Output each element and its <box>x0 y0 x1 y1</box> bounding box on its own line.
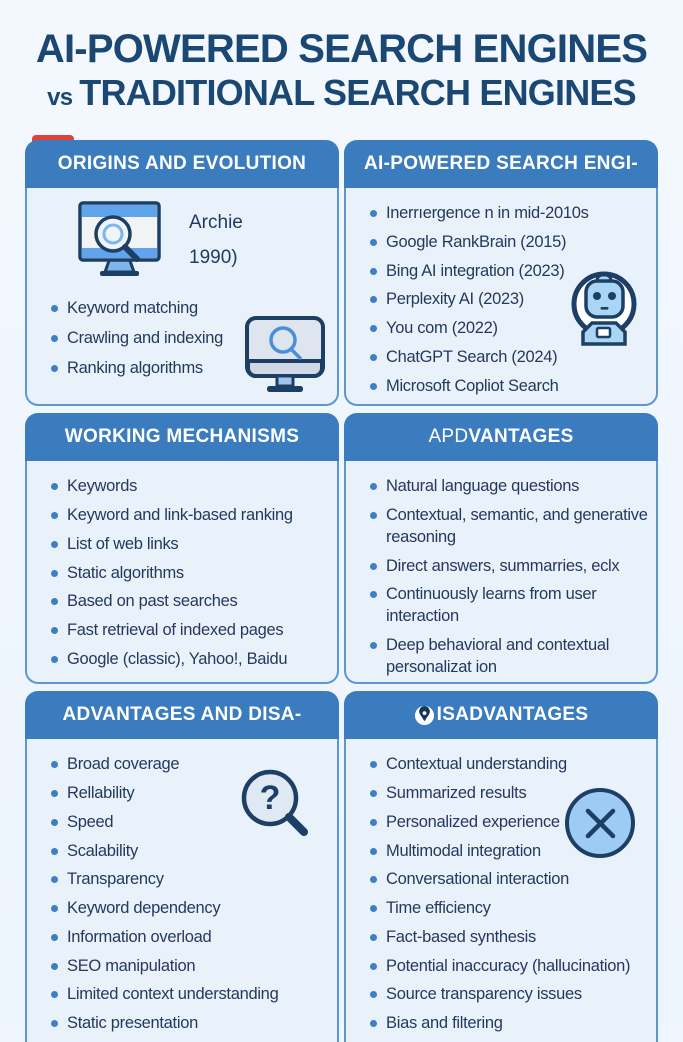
list-item: Deep behavioral and contextual personalizat ion <box>369 635 648 679</box>
list-item: Broad coverage <box>50 754 329 776</box>
list-item: Rellability <box>50 783 329 805</box>
list-item: Information overload <box>50 927 329 949</box>
panel-ai-powered-engines <box>344 140 658 406</box>
panel-body-advantages-disa <box>25 739 339 1042</box>
monitor-search-icon <box>241 314 329 399</box>
robot-icon <box>564 268 644 355</box>
panel-header-ai-engines: AI-POWERED SEARCH ENGI- <box>344 140 658 188</box>
list-item: Fact-based synthesis <box>369 927 648 949</box>
list-item: Microsoft Copliot Search <box>369 376 648 398</box>
list-item: Google (classic), Yahoo!, Baidu <box>50 649 329 671</box>
title-line2 <box>0 71 683 114</box>
panel-header-disadvantages <box>344 691 658 739</box>
list-item: Keyword dependency <box>50 898 329 920</box>
header-advantages-prefix: APD <box>428 426 469 448</box>
list-item: Potential inaccuracy (hallucination) <box>369 956 648 978</box>
panel-header-advantages-disa: ADVANTAGES AND DISA- <box>25 691 339 739</box>
list-item: Based on past searches <box>50 591 329 613</box>
question-magnifier-icon <box>233 763 321 856</box>
list-item: You com (2022) <box>369 318 648 340</box>
panel-body-ai-engines <box>344 188 658 406</box>
list-item: Continuously learns from user interaction <box>369 584 648 628</box>
list-item: Perplexity AI (2023) <box>369 289 648 311</box>
list-item: Contextual understanding <box>369 754 648 776</box>
list-item: Keyword matching <box>50 298 329 320</box>
panel-working-mechanisms <box>25 413 339 684</box>
header-disadvantages-text: ISADVANTAGES <box>436 704 589 726</box>
list-item: Transparency <box>50 869 329 891</box>
svg-text:?: ? <box>259 779 281 818</box>
origins-caption-line1: Archie <box>189 212 243 234</box>
section-advantages-disadvantages <box>25 691 658 1042</box>
panel-origins-evolution <box>25 140 339 406</box>
list-item: Direct answers, summarries, eclx <box>369 556 648 578</box>
panel-body-working-mechanisms <box>25 461 339 684</box>
panel-advantages-and-disa <box>25 691 339 1042</box>
pin-icon <box>414 705 435 726</box>
list-item: Static presentation <box>50 1013 329 1035</box>
page-title <box>0 0 683 114</box>
panel-body-advantages <box>344 461 658 684</box>
list-item: Scalability <box>50 841 329 863</box>
panel-header-working-mechanisms: WORKING MECHANISMS <box>25 413 339 461</box>
list-item: Source transparency issues <box>369 984 648 1006</box>
list-item: Multimodal integration <box>369 841 648 863</box>
panel-header-advantages <box>344 413 658 461</box>
title-line1: AI-POWERED SEARCH ENGINES <box>35 27 648 71</box>
panel-body-disadvantages <box>344 739 658 1042</box>
list-item: Ranking algorithms <box>50 358 329 380</box>
list-item: Personalized experience <box>369 812 648 834</box>
origins-caption-line2: 1990) <box>189 246 238 268</box>
list-item: Keywords <box>50 476 329 498</box>
list-item: List of web links <box>50 534 329 556</box>
list-item: Time efficiency <box>369 898 648 920</box>
x-circle-icon <box>562 785 638 866</box>
list-item: Fast retrieval of indexed pages <box>50 620 329 642</box>
list-item: ChatGPT Search (2024) <box>369 347 648 369</box>
list-item: Crawling and indexing <box>50 328 329 350</box>
list-item: Contextual, semantic, and generative reasoning <box>369 505 648 549</box>
list-item: Speed <box>50 812 329 834</box>
header-advantages-bold: VANTAGES <box>468 426 574 448</box>
panel-advantages <box>344 413 658 684</box>
list-item: Static algorithms <box>50 563 329 585</box>
list-item: Natural language questions <box>369 476 648 498</box>
title-line2-text: TRADITIONAL SEARCH ENGINES <box>79 72 636 113</box>
list-item: Bing AI integration (2023) <box>369 261 648 283</box>
list-item: Summarized results <box>369 783 648 805</box>
section-mechanisms-advantages <box>25 413 658 684</box>
advantages-bullet-list <box>346 461 656 678</box>
comparison-grid <box>25 140 658 1033</box>
disadvantages-bullet-list <box>346 739 656 1035</box>
list-item: Google RankBrain (2015) <box>369 232 648 254</box>
title-vs: vs <box>47 84 73 111</box>
list-item: Bias and filtering <box>369 1013 648 1035</box>
panel-header-origins: ORIGINS AND EVOLUTION <box>25 140 339 188</box>
panel-disadvantages <box>344 691 658 1042</box>
origins-caption <box>189 206 243 274</box>
list-item: Conversational interaction <box>369 869 648 891</box>
section-origins <box>25 140 658 406</box>
monitor-magnifier-icon <box>71 198 167 283</box>
panel-body-origins <box>25 188 339 406</box>
origins-illustration-row <box>71 198 337 283</box>
list-item: Keyword and link-based ranking <box>50 505 329 527</box>
working-mechanisms-bullet-list <box>27 461 337 670</box>
list-item: Limited context understanding <box>50 984 329 1006</box>
list-item: Inerrıergence n in mid-2010s <box>369 203 648 225</box>
list-item: SEO manipulation <box>50 956 329 978</box>
